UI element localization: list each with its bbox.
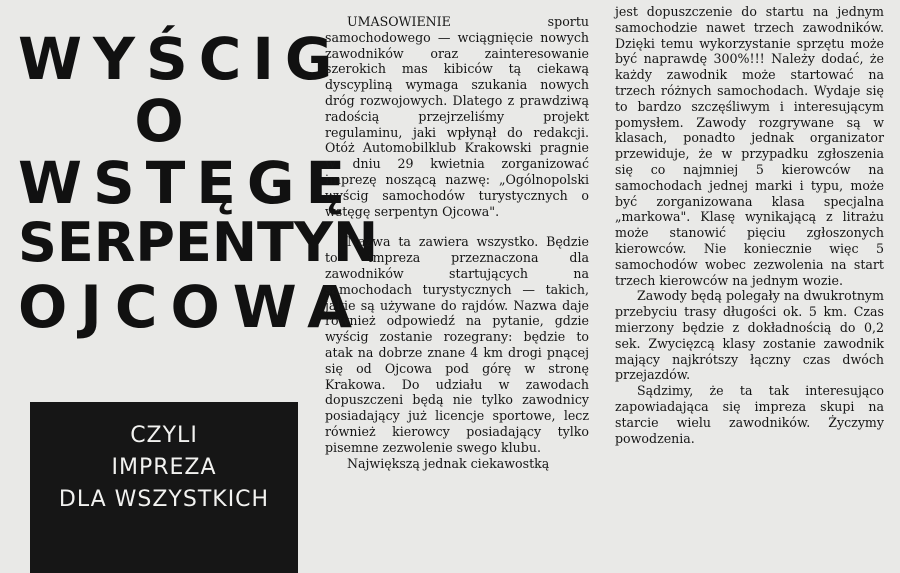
headline-line-2: O [134,87,194,155]
article-paragraph-3-full [0,0,1,1]
article-paragraph-5: Sądzimy, że ta tak interesująco zapowiadająca się impreza skupi na starcie wielu zawodników. Życzymy powodzenia. [615,383,884,446]
article-column-2 [325,14,589,471]
article-paragraph-1: UMASOWIENIE sportu samochodowego — wciągnięcie nowych zawodników oraz zainteresowanie szerokich mas kibiców tą ciekawą dyscypliną wymaga szukania nowych dróg rozwojowych. Dlatego z prawdziwą radością przejrzeliśmy projekt regulaminu, jaki wpłynął do redakcji. Otóż Automobilklub Krakowski pragnie w dniu 29 kwietnia zorganizować imprezę noszącą nazwę: „Ogólnopolski wyścig samochodów turystycznych o wstęgę serpentyn Ojcowa". [325,14,589,219]
article-paragraph-3-start: Największą jednak ciekawostką [347,455,550,471]
headline-line-4: SERPENTYN [18,211,379,274]
article-column-3 [615,4,884,446]
subheadline-line-2: IMPREZA [111,455,217,480]
headline-line-1: WYŚCIG [18,25,344,93]
headline [18,25,379,341]
article-paragraph-4: Zawody będą polegały na dwukrotnym przebyciu trasy długości ok. 5 km. Czas mierzony będzie z dokładnością do 0,2 sek. Zwycięzcą klasy zostanie zawodnik mający najkrótszy łączny czas dwóch przejazdów. [615,288,884,383]
headline-line-3: WSTĘGĘ [18,149,357,217]
headline-line-5: OJCOWA [18,273,366,341]
subheadline-line-3: DLA WSZYSTKICH [58,487,270,512]
article-paragraph-3-continued: jest dopuszczenie do startu na jednym samochodzie nawet trzech zawodników. Dzięki temu wykorzystanie sprzętu może być naprawdę 300%!!! Należy dodać, że każdy zawodnik może startować na trzech różnych samochodach. Wydaje się to bardzo szczęśliwym i interesującym pomysłem. Zawody rozgrywane są w klasach, ponadto jednak organizator przewiduje, że w przypadku zgłoszenia się co najmniej 5 kierowców na samochodach jednej marki i typu, może być zorganizowana klasa specjalna „markowa". Klasę wynikającą z litrażu może stanowić pięciu zgłoszonych kierowców. Nie koniecznie więc 5 samochodów wobec zezwolenia na start trzech kierowców na jednym wozie. [615,4,884,288]
subheadline-line-1: CZYLI [130,423,198,448]
subheadline-box [30,402,298,573]
article-paragraph-2: Nazwa ta zawiera wszystko. Będzie to impreza przeznaczona dla zawodników startujących na samochodach turystycznych — takich, jakie są używane do rajdów. Nazwa daje również odpowiedź na pytanie, gdzie wyścig zostanie rozegrany: będzie to atak na dobrze znane 4 km drogi pnącej się od Ojcowa pod górę w stronę Krakowa. Do udziału w zawodach dopuszczeni będą nie tylko zawodnicy posiadający już licencje sportowe, lecz również kierowcy posiadający tylko pisemne zezwolenie swego klubu. [325,234,589,455]
